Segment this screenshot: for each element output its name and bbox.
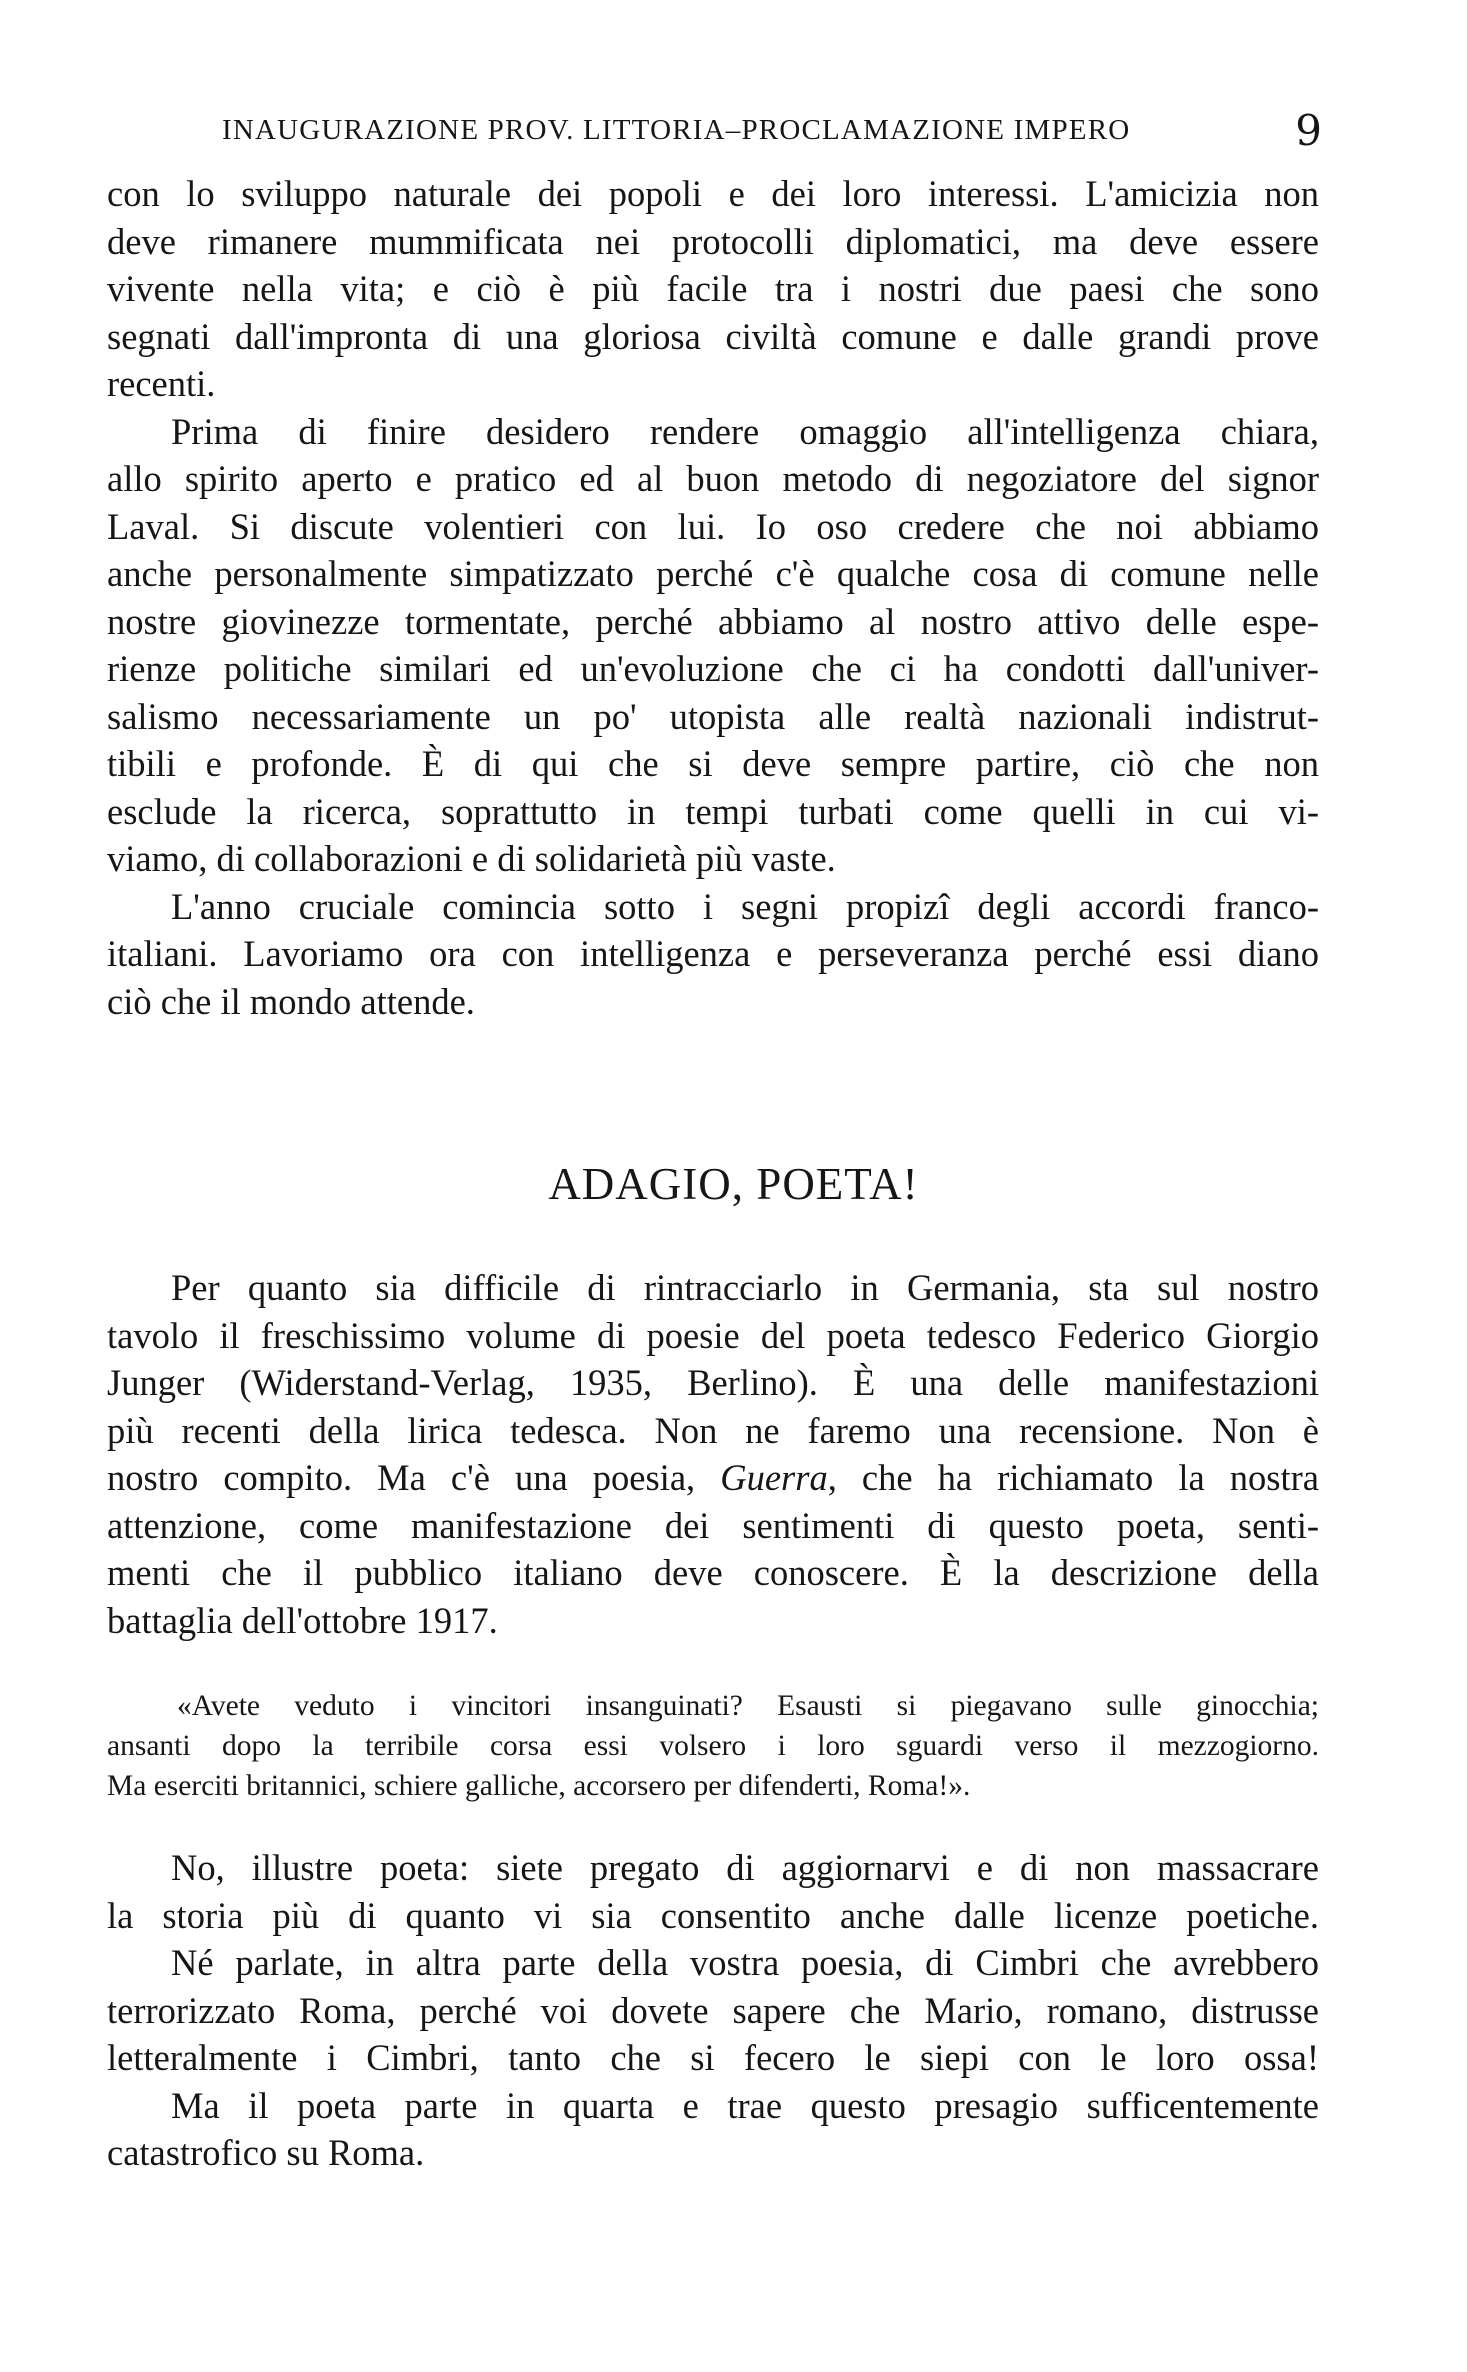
quoted-verse bbox=[107, 1686, 1319, 1806]
quote-line: Ma eserciti britannici, schiere galliche, accorsero per difenderti, Roma!». bbox=[107, 1770, 971, 1802]
running-header bbox=[222, 106, 1322, 166]
poem-title: Guerra bbox=[720, 1457, 828, 1498]
text-fragment: , che ha richiamato la nostra bbox=[827, 1457, 1320, 1498]
text-line: segnati dall'impronta di una gloriosa civiltà comune e dalle grandi prove bbox=[107, 315, 1319, 357]
article-text bbox=[107, 1264, 1319, 1644]
text-line: recenti. bbox=[107, 363, 216, 404]
text-line: catastrofico su Roma. bbox=[107, 2132, 425, 2173]
text-line: Laval. Si discute volentieri con lui. Io oso credere che noi abbiamo bbox=[107, 505, 1319, 547]
commentary-text bbox=[107, 1844, 1319, 2177]
speech-text bbox=[107, 170, 1319, 1025]
text-line: Per quanto sia difficile di rintracciarlo in Germania, sta sul nostro bbox=[171, 1267, 1319, 1308]
text-line: terrorizzato Roma, perché voi dovete sapere che Mario, romano, distrusse bbox=[107, 1989, 1319, 2031]
text-line: allo spirito aperto e pratico ed al buon metodo di negoziatore del signor bbox=[107, 458, 1319, 499]
text-line: ciò che il mondo attende. bbox=[107, 980, 475, 1022]
text-line: L'anno cruciale comincia sotto i segni propizî degli accordi franco- bbox=[171, 885, 1319, 927]
text-fragment: nostro compito. Ma c'è una poesia, bbox=[107, 1457, 696, 1498]
text-line: deve rimanere mummificata nei protocolli diplomatici, ma deve essere bbox=[107, 220, 1319, 262]
text-line: esclude la ricerca, soprattutto in tempi turbati come quelli in cui vi- bbox=[107, 790, 1319, 832]
section-title: ADAGIO, POETA! bbox=[548, 1159, 919, 1209]
text-line: attenzione, come manifestazione dei sentimenti di questo poeta, senti- bbox=[107, 1504, 1319, 1546]
text-line: letteralmente i Cimbri, tanto che si fecero le siepi con le loro ossa! bbox=[107, 2037, 1319, 2078]
text-line: Né parlate, in altra parte della vostra poesia, di Cimbri che avrebbero bbox=[171, 1942, 1319, 1983]
text-line: No, illustre poeta: siete pregato di aggiornarvi e di non massacrare bbox=[171, 1847, 1319, 1888]
text-line: nostre giovinezze tormentate, perché abbiamo al nostro attivo delle espe- bbox=[107, 600, 1319, 642]
running-title: INAUGURAZIONE PROV. LITTORIA–PROCLAMAZIONE IMPERO bbox=[222, 114, 1131, 146]
text-line: viamo, di collaborazioni e di solidarietà più vaste. bbox=[107, 838, 836, 879]
text-line: Junger (Widerstand-Verlag, 1935, Berlino). È una delle manifestazioni bbox=[107, 1362, 1319, 1403]
text-line: tavolo il freschissimo volume di poesie del poeta tedesco Federico Giorgio bbox=[107, 1314, 1319, 1356]
text-line-with-poem-title bbox=[107, 1454, 1319, 1502]
text-line: italiani. Lavoriamo ora con intelligenza e perseveranza perché essi diano bbox=[107, 933, 1319, 974]
quote-line: «Avete veduto i vincitori insanguinati? Esausti si piegavano sulle ginocchia; bbox=[177, 1690, 1319, 1722]
text-line: anche personalmente simpatizzato perché c'è qualche cosa di comune nelle bbox=[107, 553, 1319, 594]
text-line: più recenti della lirica tedesca. Non ne faremo una recensione. Non è bbox=[107, 1409, 1319, 1451]
text-line: menti che il pubblico italiano deve conoscere. È la descrizione della bbox=[107, 1552, 1319, 1593]
quote-line: ansanti dopo la terribile corsa essi volsero i loro sguardi verso il mezzogiorno. bbox=[107, 1730, 1319, 1762]
text-line: Prima di finire desidero rendere omaggio all'intelligenza chiara, bbox=[171, 410, 1319, 452]
text-line: con lo sviluppo naturale dei popoli e dei loro interessi. L'amicizia non bbox=[107, 173, 1319, 214]
text-line: la storia più di quanto vi sia consentito anche dalle licenze poetiche. bbox=[107, 1894, 1319, 1936]
text-line: salismo necessariamente un po' utopista alle realtà nazionali indistrut- bbox=[107, 695, 1319, 737]
text-line: tibili e profonde. È di qui che si deve sempre partire, ciò che non bbox=[107, 743, 1319, 784]
page-number: 9 bbox=[1295, 106, 1322, 155]
text-line: vivente nella vita; e ciò è più facile tra i nostri due paesi che sono bbox=[107, 268, 1319, 309]
text-line: Ma il poeta parte in quarta e trae questo presagio sufficentemente bbox=[171, 2084, 1319, 2126]
text-line: rienze politiche similari ed un'evoluzione che ci ha condotti dall'univer- bbox=[107, 648, 1319, 689]
text-line: battaglia dell'ottobre 1917. bbox=[107, 1599, 498, 1641]
